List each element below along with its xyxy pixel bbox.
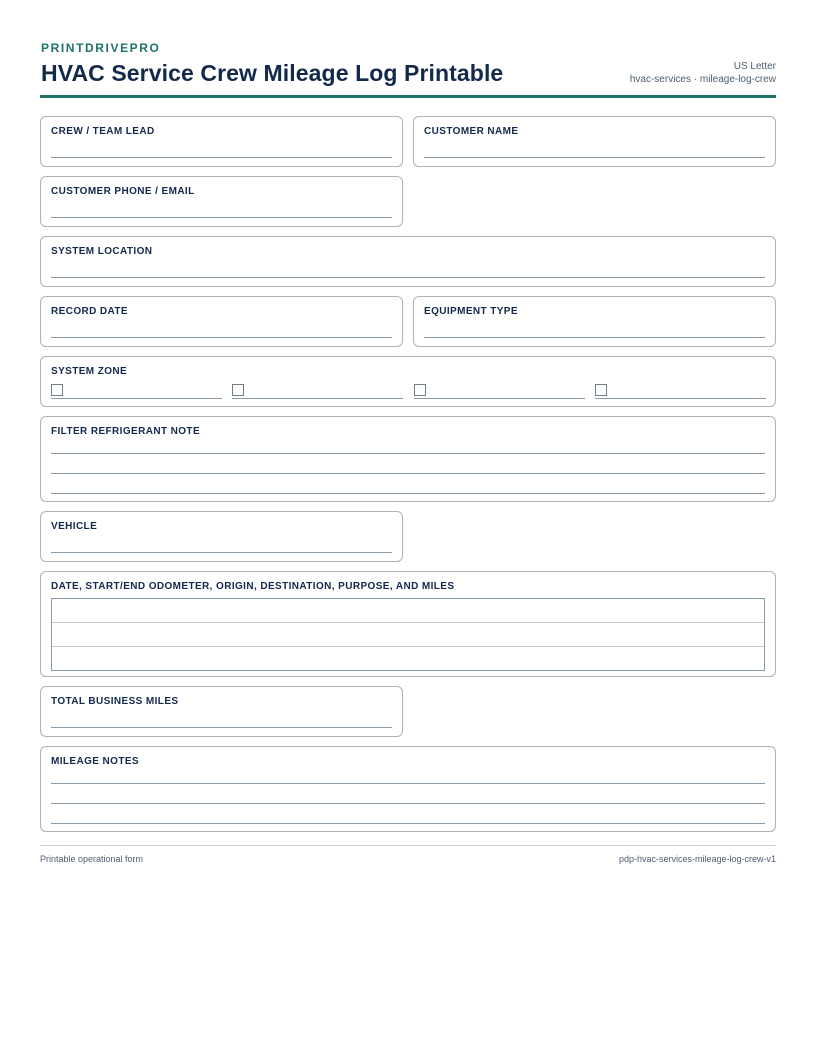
filter-note-field bbox=[40, 416, 776, 502]
footer-caption: Printable operational form bbox=[40, 854, 144, 864]
write-in-line[interactable] bbox=[424, 337, 765, 338]
field-label: DATE, START/END ODOMETER, ORIGIN, DESTINATION, PURPOSE, AND MILES bbox=[51, 581, 455, 592]
form-meta bbox=[630, 60, 776, 86]
table-row[interactable] bbox=[52, 623, 764, 647]
write-in-line[interactable] bbox=[51, 337, 392, 338]
field-label: VEHICLE bbox=[51, 521, 98, 532]
table-row[interactable] bbox=[52, 647, 764, 670]
write-in-line[interactable] bbox=[51, 453, 765, 454]
form-page bbox=[40, 40, 776, 98]
write-in-line[interactable] bbox=[51, 473, 765, 474]
customer-contact-field bbox=[40, 176, 403, 227]
system-location-field bbox=[40, 236, 776, 287]
checkbox[interactable] bbox=[51, 384, 63, 396]
zone-option-3[interactable] bbox=[414, 383, 585, 399]
field-label: SYSTEM ZONE bbox=[51, 366, 128, 377]
write-in-line[interactable] bbox=[51, 493, 765, 494]
total-miles-field bbox=[40, 686, 403, 737]
write-in-line[interactable] bbox=[51, 552, 392, 553]
brand-name: PRINTDRIVEPRO bbox=[41, 41, 161, 55]
trip-log-field bbox=[40, 571, 776, 677]
write-in-line[interactable] bbox=[51, 803, 765, 804]
write-in-line[interactable] bbox=[51, 217, 392, 218]
field-label: CREW / TEAM LEAD bbox=[51, 126, 155, 137]
field-label: CUSTOMER PHONE / EMAIL bbox=[51, 186, 195, 197]
page-title: HVAC Service Crew Mileage Log Printable bbox=[41, 60, 504, 86]
field-label: MILEAGE NOTES bbox=[51, 756, 139, 767]
form-id: pdp-hvac-services-mileage-log-crew-v1 bbox=[618, 854, 776, 864]
checkbox[interactable] bbox=[232, 384, 244, 396]
field-label: FILTER REFRIGERANT NOTE bbox=[51, 426, 201, 437]
customer-name-field bbox=[413, 116, 776, 167]
equipment-type-field bbox=[413, 296, 776, 347]
paper-size: US Letter bbox=[733, 61, 776, 72]
checkbox[interactable] bbox=[595, 384, 607, 396]
write-in-line[interactable] bbox=[51, 783, 765, 784]
zone-option-2[interactable] bbox=[232, 383, 403, 399]
vehicle-field bbox=[40, 511, 403, 562]
form-header bbox=[40, 40, 776, 98]
mileage-notes-field bbox=[40, 746, 776, 832]
field-label: RECORD DATE bbox=[51, 306, 128, 317]
field-label: SYSTEM LOCATION bbox=[51, 246, 153, 257]
zone-option-1[interactable] bbox=[51, 383, 222, 399]
system-zone-field bbox=[40, 356, 776, 407]
form-path: hvac-services · mileage-log-crew bbox=[629, 74, 776, 85]
page-footer bbox=[40, 845, 776, 864]
field-label: CUSTOMER NAME bbox=[424, 126, 519, 137]
record-date-field bbox=[40, 296, 403, 347]
write-in-line[interactable] bbox=[51, 277, 765, 278]
write-in-line[interactable] bbox=[51, 727, 392, 728]
crew-lead-field bbox=[40, 116, 403, 167]
checkbox[interactable] bbox=[414, 384, 426, 396]
field-label: EQUIPMENT TYPE bbox=[424, 306, 518, 317]
zone-option-4[interactable] bbox=[595, 383, 766, 399]
field-label: TOTAL BUSINESS MILES bbox=[51, 696, 179, 707]
write-in-line[interactable] bbox=[51, 823, 765, 824]
table-row[interactable] bbox=[52, 599, 764, 623]
write-in-line[interactable] bbox=[51, 157, 392, 158]
write-in-line[interactable] bbox=[424, 157, 765, 158]
trip-log-table bbox=[51, 598, 765, 671]
